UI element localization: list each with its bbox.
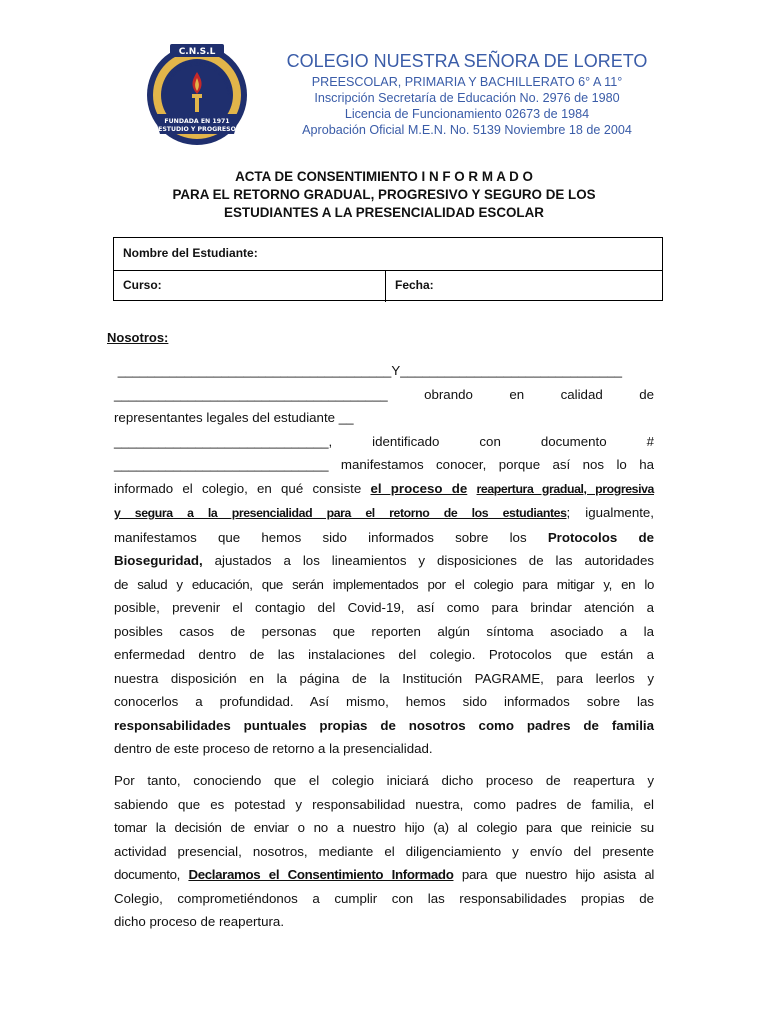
p2-line: tomar la decisión de enviar o no a nuestro hijo (a) al colegio para que reinicie su xyxy=(114,820,654,835)
p2-line: sabiendo que es potestad y responsabilidad nuestra, como padres de familia, el xyxy=(114,796,654,812)
p2-line xyxy=(114,863,654,887)
title-line-2: PARA EL RETORNO GRADUAL, PROGRESIVO Y SEGURO DE LOS xyxy=(172,187,596,202)
y-conjunction: Y xyxy=(391,363,401,378)
p1-emphasis: Protocolos de xyxy=(547,529,654,545)
p2-text: documento, xyxy=(114,867,189,882)
p2-text: para que nuestro hijo asista al xyxy=(453,867,654,882)
p1-text: ajustados a los lineamientos y disposiciones de las autoridades xyxy=(202,553,654,568)
parent-1-blank[interactable]: _____________________________________ xyxy=(117,363,392,378)
p1-text: obrando en calidad de xyxy=(424,386,654,402)
title-line-1: ACTA DE CONSENTIMIENTO I N F O R M A D O xyxy=(235,169,533,184)
school-inscription: Inscripción Secretaría de Educación No. 2976 de 1980 xyxy=(314,91,620,105)
p1-line: enfermedad dentro de las instalaciones del colegio. Protocolos que están a xyxy=(114,647,654,662)
parent-3-blank[interactable]: _____________________________________ xyxy=(114,386,388,402)
p1-line: dentro de este proceso de retorno a la presencialidad. xyxy=(114,741,433,756)
p1-line xyxy=(114,383,654,407)
p1-text: identificado con documento # xyxy=(372,433,654,449)
nosotros-heading: Nosotros: xyxy=(107,330,169,345)
crest-top-label: C.N.S.L xyxy=(178,47,216,57)
p1-line: conocerlos a profundidad. Así mismo, hemos sido informados sobre las xyxy=(114,694,654,709)
p2-line: actividad presencial, nosotros, mediante el diligenciamiento y envío del presente xyxy=(114,843,654,859)
p1-line xyxy=(114,359,654,383)
p1-line xyxy=(114,453,654,477)
p1-text: informado el colegio, en qué consiste xyxy=(114,480,371,496)
school-approval: Aprobación Oficial M.E.N. No. 5139 Noviembre 18 de 2004 xyxy=(302,123,632,137)
title-line-3: ESTUDIANTES A LA PRESENCIALIDAD ESCOLAR xyxy=(224,205,544,220)
p2-line: Por tanto, conociendo que el colegio iniciará dicho proceso de reapertura y xyxy=(114,773,654,788)
school-license: Licencia de Funcionamiento 02673 de 1984 xyxy=(344,107,590,121)
consent-declaration: Declaramos el Consentimiento Informado xyxy=(188,867,454,882)
p1-line xyxy=(114,526,654,550)
p1-line xyxy=(114,549,654,573)
date-field[interactable] xyxy=(386,270,662,302)
date-label: Fecha: xyxy=(395,278,434,292)
p1-text: manifestamos que hemos sido informados sobre los xyxy=(114,529,548,545)
p1-line: representantes legales del estudiante __ xyxy=(114,410,354,425)
p2-line: Colegio, comprometiéndonos a cumplir con las responsabilidades propias de xyxy=(114,890,654,906)
p1-text: ; igualmente, xyxy=(566,505,654,520)
document-title xyxy=(100,168,668,222)
course-label: Curso: xyxy=(123,278,162,292)
crest-ring-text: COLEGIO NUESTRA SEÑOR xyxy=(161,60,233,96)
crest-banner-motto: ESTUDIO Y PROGRESO xyxy=(158,126,236,133)
consent-paragraph-1 xyxy=(114,359,654,761)
p2-line: dicho proceso de reapertura. xyxy=(114,914,285,929)
p1-line: nuestra disposición en la página de la Institución PAGRAME, para leerlos y xyxy=(114,670,654,686)
student-name-label: Nombre del Estudiante: xyxy=(123,246,258,260)
p1-line: posibles casos de personas que reporten algún síntoma asociado a la xyxy=(114,623,654,639)
consent-paragraph-2 xyxy=(114,769,654,934)
student-info-table xyxy=(113,237,663,301)
p1-line: responsabilidades puntuales propias de nosotros como padres de familia xyxy=(114,717,654,733)
student-name-field[interactable] xyxy=(114,238,662,271)
p1-line xyxy=(114,477,654,502)
student-blank[interactable]: _____________________________, xyxy=(114,433,333,449)
school-header xyxy=(282,50,652,138)
p1-text: manifestamos conocer, porque así nos lo ha xyxy=(340,457,654,472)
course-field[interactable] xyxy=(114,270,386,302)
school-crest-logo xyxy=(144,42,250,148)
parent-2-blank[interactable]: ______________________________ xyxy=(400,363,623,378)
p1-emphasis: Bioseguridad, xyxy=(114,553,203,568)
p1-line: posible, prevenir el contagio del Covid-19, así como para brindar atención a xyxy=(114,600,654,615)
crest-banner-founded: FUNDADA EN 1971 xyxy=(164,118,230,125)
p1-line: de salud y educación, que serán implementados por el colegio para mitigar y, en lo xyxy=(114,576,654,592)
p1-emphasis: y segura a la presencialidad para el retorno de los estudiantes xyxy=(114,506,567,520)
p1-line xyxy=(114,430,654,454)
school-levels: PREESCOLAR, PRIMARIA Y BACHILLERATO 6° A 11° xyxy=(311,75,623,89)
document-number-blank[interactable]: _____________________________ xyxy=(114,457,329,472)
school-name: COLEGIO NUESTRA SEÑORA DE LORETO xyxy=(286,51,648,71)
p1-emphasis: el proceso de xyxy=(370,480,468,496)
p1-line xyxy=(114,501,654,526)
p1-emphasis: reapertura gradual, progresiva xyxy=(476,481,655,496)
